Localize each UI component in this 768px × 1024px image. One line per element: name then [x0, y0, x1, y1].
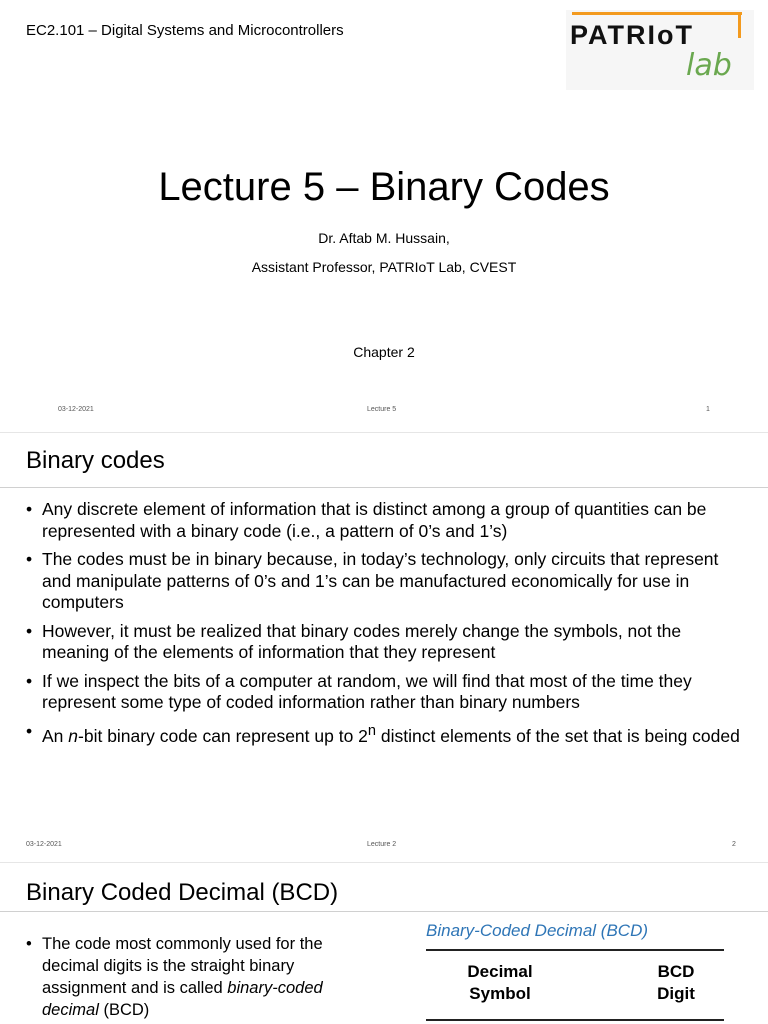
bullet-item: • The codes must be in binary because, in today’s technology, only circuits that represent and manipulate patterns of 0’s and 1’s can be manufactured economically for use in computers	[26, 549, 746, 614]
bcd-table	[424, 919, 726, 1024]
footer-page-number: 2	[732, 841, 736, 848]
author-name: Dr. Aftab M. Hussain,	[318, 230, 450, 246]
logo-orange-bar	[572, 12, 742, 15]
heading-divider	[0, 487, 768, 488]
bullet-text: An	[42, 725, 69, 746]
course-code: EC2.101 – Digital Systems and Microcontrollers	[26, 22, 344, 39]
logo-text-lab: lab	[686, 48, 732, 83]
bcd-table-caption: Binary-Coded Decimal (BCD)	[426, 921, 649, 940]
binary-codes-slide	[0, 432, 768, 862]
footer-lecture: Lecture 2	[367, 841, 397, 848]
author-affiliation: Assistant Professor, PATRIoT Lab, CVEST	[251, 259, 517, 275]
logo-orange-stem	[738, 12, 741, 38]
bcd-header-line: Digit	[657, 984, 695, 1003]
heading-divider	[0, 911, 768, 912]
bcd-table-top-rule	[426, 949, 724, 951]
bcd-header-line: BCD	[657, 962, 695, 981]
patriot-lab-logo	[566, 10, 754, 90]
slide-heading: Binary Coded Decimal (BCD)	[26, 879, 339, 906]
bcd-header-decimal-symbol	[440, 961, 560, 1005]
lecture-title: Lecture 5 – Binary Codes	[158, 165, 610, 209]
bcd-table-header-rule	[426, 1019, 724, 1021]
bullet-superscript-n: n	[367, 722, 377, 739]
bullet-text: -bit binary code can represent up to 2	[78, 725, 368, 746]
bcd-slide	[0, 862, 768, 1024]
footer-date: 03-12-2021	[26, 841, 62, 848]
bullet-text: The code most commonly used for the decimal digits is the straight binary assignment and is called	[42, 935, 323, 997]
chapter-label: Chapter 2	[353, 344, 415, 360]
bullet-text: (BCD)	[98, 1001, 150, 1019]
bullet-italic: binary-coded decimal	[42, 979, 323, 1019]
title-slide	[0, 0, 768, 432]
bullet-item	[26, 721, 746, 747]
bcd-header-line: Decimal	[467, 962, 533, 981]
logo-text-patriot: PATRIoT	[570, 20, 694, 50]
bullet-item	[26, 933, 376, 1021]
bcd-header-bcd-digit	[636, 961, 716, 1005]
bullet-item: • However, it must be realized that binary codes merely change the symbols, not the meaning of the elements of information that they represent	[26, 621, 746, 664]
bullet-item: • Any discrete element of information that is distinct among a group of quantities can be represented with a binary code (i.e., a pattern of 0’s and 1’s)	[26, 499, 746, 542]
bullet-list	[26, 933, 376, 1024]
bullet-italic-n: n	[68, 725, 79, 746]
footer-page-number: 1	[706, 406, 710, 413]
footer-lecture: Lecture 5	[367, 406, 397, 413]
footer-date: 03-12-2021	[58, 406, 94, 413]
bullet-item: • If we inspect the bits of a computer at random, we will find that most of the time they represent some type of coded information rather than binary numbers	[26, 671, 746, 714]
bullet-list	[26, 499, 746, 754]
bullet-text: distinct elements of the set that is being coded	[376, 725, 740, 746]
slide-heading: Binary codes	[26, 447, 165, 474]
bcd-header-line: Symbol	[469, 984, 531, 1003]
